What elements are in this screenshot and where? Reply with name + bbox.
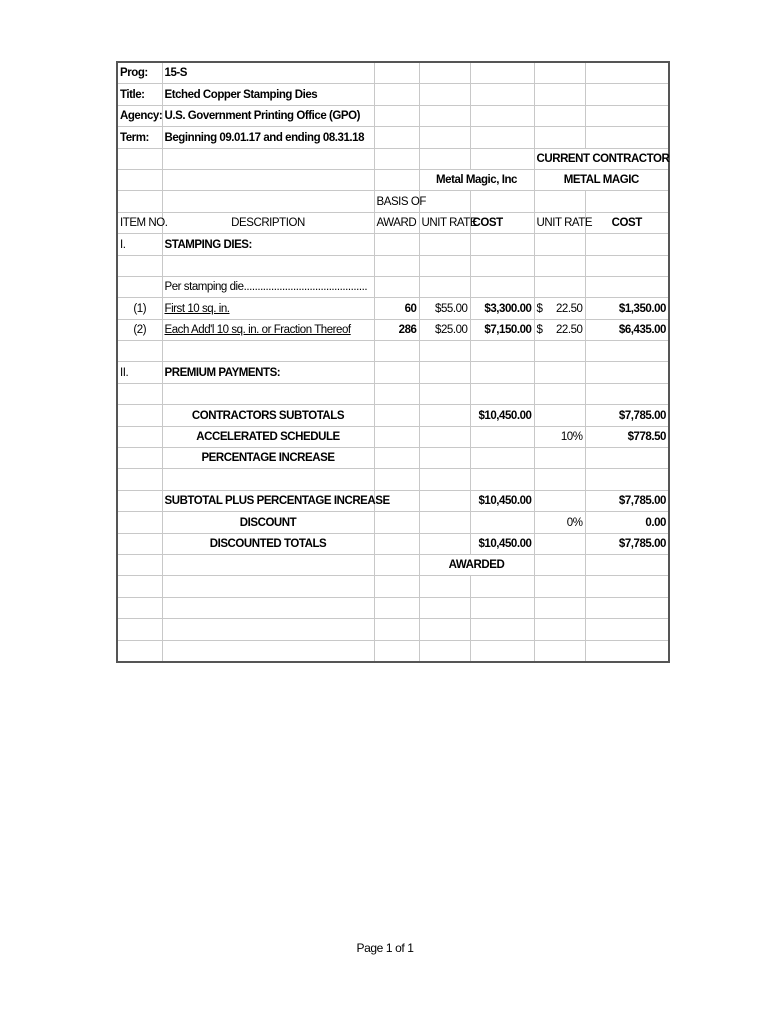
current-contractor-name: METAL MAGIC (534, 169, 669, 190)
awarded-label: AWARDED (419, 554, 534, 575)
item-no-heading: ITEM NO. (117, 212, 162, 233)
basis-row (117, 191, 669, 212)
section-2-title: PREMIUM PAYMENTS: (162, 362, 374, 383)
awarded-row (117, 554, 669, 575)
item-current-unit-rate (534, 319, 585, 340)
item-basis: 286 (374, 319, 419, 340)
discount-amount: 0.00 (585, 512, 669, 533)
title-label: Title: (117, 84, 162, 105)
unit-rate-heading-2: UNIT RATE (534, 212, 585, 233)
blank-row (117, 597, 669, 618)
subtotal-plus-current: $7,785.00 (585, 490, 669, 511)
section-1-row (117, 234, 669, 255)
blank-row (117, 619, 669, 640)
discounted-totals-label: DISCOUNTED TOTALS (162, 533, 374, 554)
bidder-name: Metal Magic, Inc (419, 169, 534, 190)
cost-heading: COST (470, 212, 534, 233)
item-current-unit-rate (534, 298, 585, 319)
page-number: Page 1 of 1 (356, 941, 414, 955)
contractor-names-row (117, 169, 669, 190)
subtotal-bidder: $10,450.00 (470, 405, 534, 426)
discounted-bidder: $10,450.00 (470, 533, 534, 554)
bid-table (116, 61, 670, 663)
currency-symbol: $ (536, 302, 543, 315)
term-label: Term: (117, 127, 162, 148)
per-die-row (117, 276, 669, 297)
accelerated-amount: $778.50 (585, 426, 669, 447)
cost-heading-2: COST (585, 212, 669, 233)
discount-row (117, 512, 669, 533)
discount-percent: 0% (534, 512, 585, 533)
blank-row (117, 640, 669, 662)
item-number: (1) (117, 298, 162, 319)
discounted-totals-row (117, 533, 669, 554)
unit-rate-heading: UNIT RATE (419, 212, 470, 233)
prog-value: 15-S (162, 62, 374, 84)
currency-symbol: $ (536, 324, 543, 337)
current-contractor-row (117, 148, 669, 169)
contractors-subtotals-label: CONTRACTORS SUBTOTALS (162, 405, 374, 426)
item-cost: $3,300.00 (470, 298, 534, 319)
term-value: Beginning 09.01.17 and ending 08.31.18 (162, 127, 374, 148)
accelerated-label: ACCELERATED SCHEDULE (162, 426, 374, 447)
prog-row (117, 62, 669, 84)
section-1-number: I. (117, 234, 162, 255)
blank-row (117, 255, 669, 276)
per-die-label: Per stamping die............................................. (162, 276, 374, 297)
percentage-increase-row (117, 448, 669, 469)
subtotal-plus-label: SUBTOTAL PLUS PERCENTAGE INCREASE (162, 490, 374, 511)
item-unit-rate: $25.00 (419, 319, 470, 340)
current-rate-value: 22.50 (555, 324, 583, 337)
item-current-cost: $6,435.00 (585, 319, 669, 340)
subtotal-plus-bidder: $10,450.00 (470, 490, 534, 511)
agency-value: U.S. Government Printing Office (GPO) (162, 105, 374, 126)
blank-row (117, 469, 669, 490)
section-2-number: II. (117, 362, 162, 383)
agency-label: Agency: (117, 105, 162, 126)
item-number: (2) (117, 319, 162, 340)
column-headers-row (117, 212, 669, 233)
subtotal-current: $7,785.00 (585, 405, 669, 426)
blank-row (117, 576, 669, 597)
title-value: Etched Copper Stamping Dies (162, 84, 374, 105)
bid-tabulation-sheet (116, 61, 668, 663)
item-unit-rate: $55.00 (419, 298, 470, 319)
blank-row (117, 341, 669, 362)
description-heading: DESCRIPTION (162, 212, 374, 233)
item-description: First 10 sq. in. (162, 298, 374, 319)
agency-row (117, 105, 669, 126)
accelerated-row (117, 426, 669, 447)
table-row (117, 298, 669, 319)
title-row (117, 84, 669, 105)
item-cost: $7,150.00 (470, 319, 534, 340)
contractors-subtotals-row (117, 405, 669, 426)
percentage-increase-label: PERCENTAGE INCREASE (162, 448, 374, 469)
discount-label: DISCOUNT (162, 512, 374, 533)
current-rate-value: 22.50 (555, 302, 583, 315)
award-heading: AWARD (374, 212, 419, 233)
section-1-title: STAMPING DIES: (162, 234, 374, 255)
item-current-cost: $1,350.00 (585, 298, 669, 319)
term-row (117, 127, 669, 148)
basis-of-heading: BASIS OF (374, 191, 419, 212)
accelerated-percent: 10% (534, 426, 585, 447)
subtotal-plus-row (117, 490, 669, 511)
discounted-current: $7,785.00 (585, 533, 669, 554)
item-description: Each Add'l 10 sq. in. or Fraction Thereof (162, 319, 374, 340)
current-contractor-heading: CURRENT CONTRACTOR (534, 148, 669, 169)
prog-label: Prog: (117, 62, 162, 84)
item-basis: 60 (374, 298, 419, 319)
section-2-row (117, 362, 669, 383)
table-row (117, 319, 669, 340)
blank-row (117, 383, 669, 404)
